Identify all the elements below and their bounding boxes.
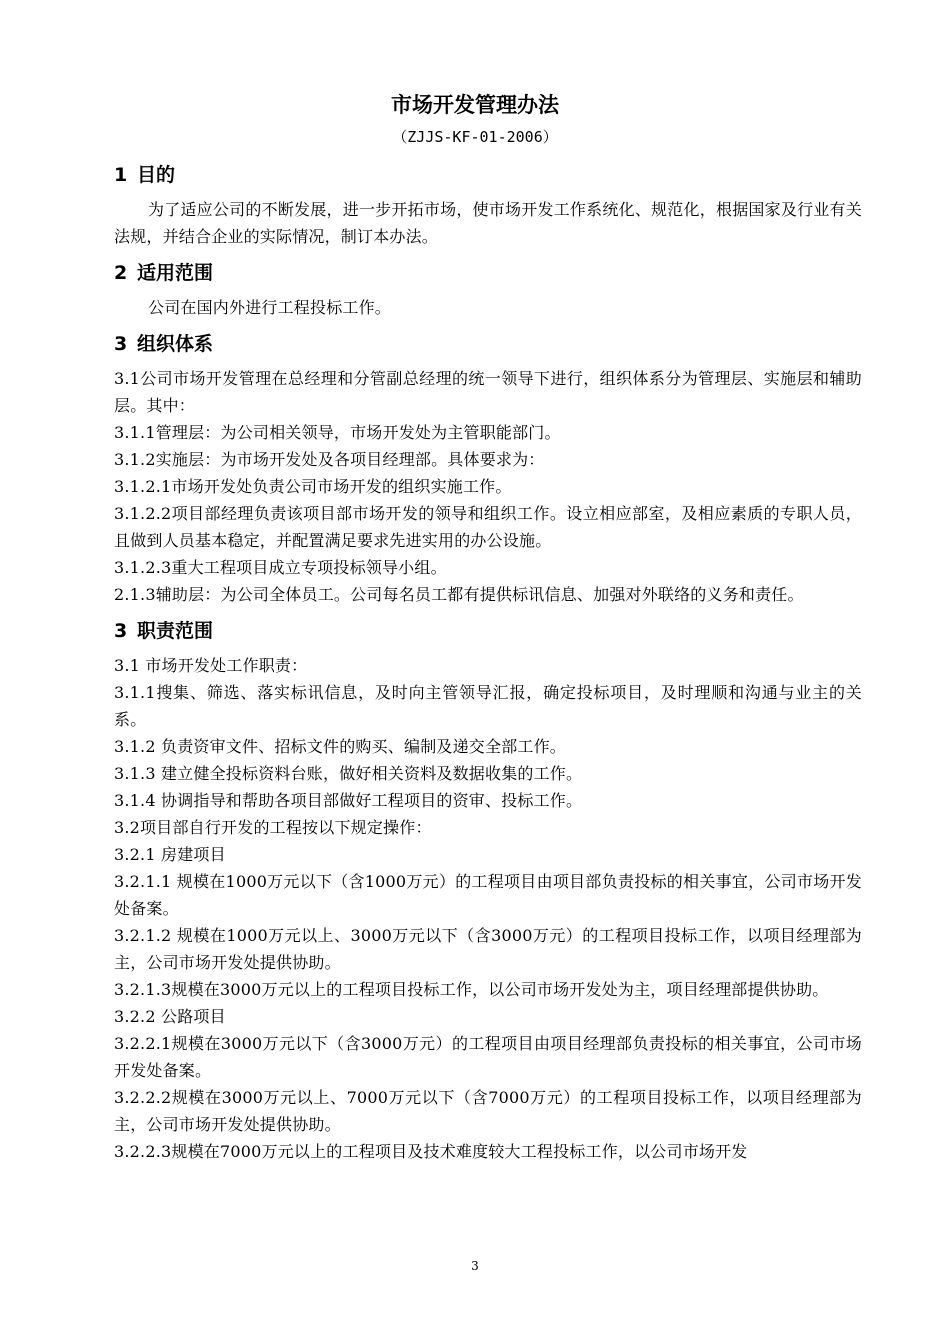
clause-line: 3.1.2 负责资审文件、招标文件的购买、编制及递交全部工作。	[114, 737, 566, 756]
clause-line: 3.2.2.2规模在3000万元以上、7000万元以下（含7000万元）的工程项目投标工作，以项目经理部为主，公司市场开发处提供协助。	[114, 1088, 862, 1134]
section-heading-2	[114, 258, 862, 288]
clause-line: 3.1.3 建立健全投标资料台账，做好相关资料及数据收集的工作。	[114, 764, 583, 783]
section-number: 1	[114, 164, 128, 186]
section-heading-4	[114, 616, 862, 646]
section-number: 3	[114, 333, 128, 355]
clause-line: 3.2.1.3规模在3000万元以上的工程项目投标工作，以公司市场开发处为主，项目经理部提供协助。	[114, 980, 829, 999]
clause-line: 3.1.2.2项目部经理负责该项目部市场开发的领导和组织工作。设立相应部室，及相应素质的专职人员，且做到人员基本稳定，并配置满足要求先进实用的办公设施。	[114, 504, 862, 550]
clause-line: 3.2.2.1规模在3000万元以下（含3000万元）的工程项目由项目经理部负责投标的相关事宜，公司市场开发处备案。	[114, 1034, 862, 1080]
clause-line: 3.2.1.2 规模在1000万元以上、3000万元以下（含3000万元）的工程项目投标工作，以项目经理部为主，公司市场开发处提供协助。	[114, 926, 862, 972]
clause-line: 3.1.1搜集、筛选、落实标讯信息，及时向主管领导汇报，确定投标项目，及时理顺和沟通与业主的关系。	[114, 683, 862, 729]
clause-line: 3.2项目部自行开发的工程按以下规定操作：	[114, 818, 432, 837]
paragraph: 公司在国内外进行工程投标工作。	[148, 298, 392, 317]
section-title: 目的	[137, 164, 176, 186]
section-title: 适用范围	[137, 262, 214, 284]
document-body	[114, 160, 862, 1165]
clause-line: 3.2.2 公路项目	[114, 1007, 226, 1026]
section-heading-1	[114, 160, 862, 190]
clause-line: 3.1.4 协调指导和帮助各项目部做好工程项目的资审、投标工作。	[114, 791, 583, 810]
clause-line: 3.1.2实施层：为市场开发处及各项目经理部。具体要求为：	[114, 450, 545, 469]
clause-line: 3.2.1 房建项目	[114, 845, 226, 864]
section-title: 职责范围	[137, 620, 214, 642]
clause-line: 2.1.3辅助层：为公司全体员工。公司每名员工都有提供标讯信息、加强对外联络的义务和责任。	[114, 585, 804, 604]
clause-line: 3.1.2.1市场开发处负责公司市场开发的组织实施工作。	[114, 477, 512, 496]
clause-line: 3.2.2.3规模在7000万元以上的工程项目及技术难度较大工程投标工作，以公司市场开发	[114, 1142, 748, 1161]
document-title: 市场开发管理办法	[391, 93, 559, 117]
clause-line: 3.1.1管理层：为公司相关领导，市场开发处为主管职能部门。	[114, 423, 561, 442]
paragraph: 为了适应公司的不断发展，进一步开拓市场，使市场开发工作系统化、规范化，根据国家及行业有关法规，并结合企业的实际情况，制订本办法。	[114, 200, 862, 246]
clause-line: 3.2.1.1 规模在1000万元以下（含1000万元）的工程项目由项目部负责投标的相关事宜，公司市场开发处备案。	[114, 872, 862, 918]
section-title: 组织体系	[137, 333, 214, 355]
clause-line: 3.1.2.3重大工程项目成立专项投标领导小组。	[114, 558, 447, 577]
section-heading-3	[114, 329, 862, 359]
document-code: （ZJJS-KF-01-2006）	[392, 128, 558, 146]
clause-line: 3.1 市场开发处工作职责：	[114, 656, 308, 675]
section-number: 2	[114, 262, 128, 284]
page-number: 3	[471, 1259, 479, 1273]
section-number: 3	[114, 620, 128, 642]
clause-line: 3.1公司市场开发管理在总经理和分管副总经理的统一领导下进行，组织体系分为管理层、实施层和辅助层。其中：	[114, 369, 862, 415]
